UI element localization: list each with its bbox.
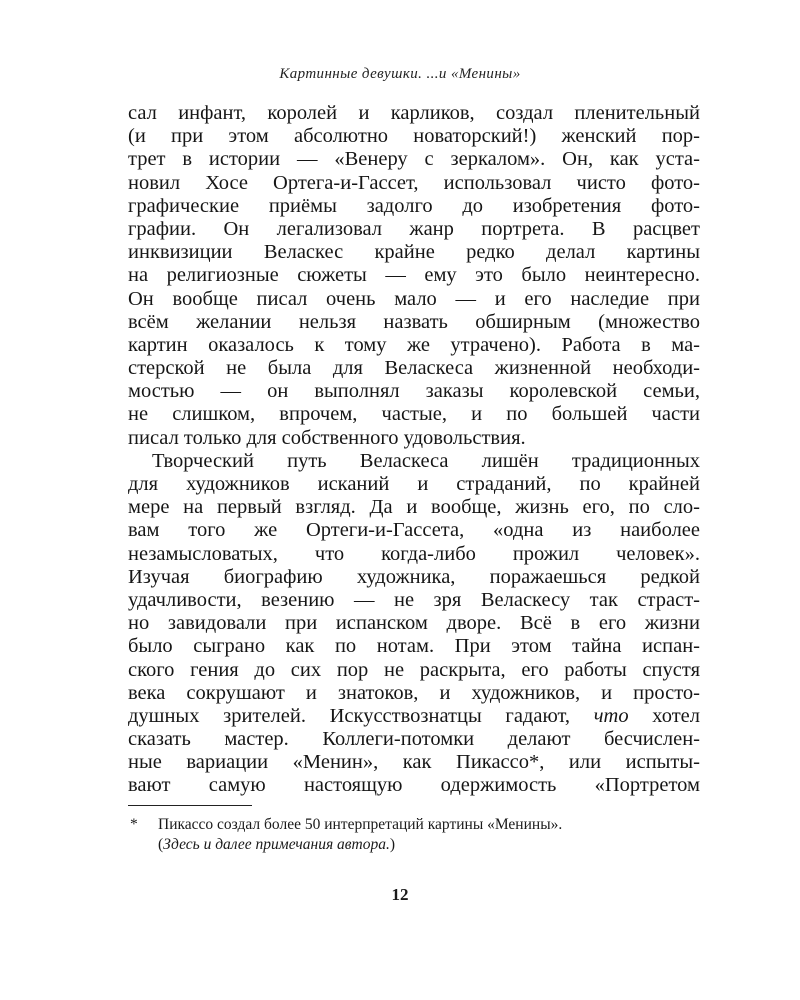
text-line: мостью — он выполнял заказы королевской семьи, <box>128 380 700 403</box>
footnote <box>128 815 700 855</box>
text-line: Изучая биографию художника, поражаешься редкой <box>128 565 700 588</box>
footnote-text: Пикассо создал более 50 интерпретаций картины «Менины». <box>158 816 563 833</box>
text-segment: душных зрителей. Искусствознатцы гадают, <box>128 704 571 727</box>
emphasis-word: что <box>593 704 629 727</box>
text-line: мере на первый взгляд. Да и вообще, жизнь его, по сло- <box>128 496 700 519</box>
text-line: писал только для собственного удовольствия. <box>128 426 526 449</box>
footnote-paren-open: ( <box>158 836 164 853</box>
text-line: ные вариации «Менин», как Пикассо*, или испыты- <box>128 751 700 774</box>
text-line: новил Хосе Ортега-и-Гассет, использовал чисто фото- <box>128 171 700 194</box>
footnote-note-italic: Здесь и далее примечания автора. <box>163 836 390 853</box>
text-line-mixed <box>128 705 700 728</box>
text-line: всём желании нельзя назвать обширным (множество <box>128 310 700 333</box>
text-line: графические приёмы задолго до изобретения фото- <box>128 194 700 217</box>
text-line: века сокрушают и знатоков, и художников, и просто- <box>128 681 700 704</box>
text-line: (и при этом абсолютно новаторский!) женский пор- <box>128 125 700 148</box>
text-line: графии. Он легализовал жанр портрета. В расцвет <box>128 217 700 240</box>
text-line: стерской не была для Веласкеса жизненной необходи- <box>128 357 700 380</box>
footnote-paren-close: ) <box>389 836 396 853</box>
text-line: не слишком, впрочем, частые, и по большей части <box>128 403 700 426</box>
text-line: сал инфант, королей и карликов, создал пленительный <box>128 102 700 124</box>
text-line: картин оказалось к тому же утрачено). Работа в ма- <box>128 333 700 356</box>
text-line: инквизиции Веласкес крайне редко делал картины <box>128 241 700 264</box>
text-line: на религиозные сюжеты — ему это было неинтересно. <box>128 264 700 287</box>
text-line: сказать мастер. Коллеги-потомки делают бесчислен- <box>128 728 700 751</box>
text-line: трет в истории — «Венеру с зеркалом». Он, как уста- <box>128 148 700 171</box>
footnote-divider <box>128 805 252 806</box>
text-line: вам того же Ортеги-и-Гассета, «одна из наиболее <box>128 519 700 542</box>
footnote-marker: * <box>130 816 138 833</box>
running-head: Картинные девушки. ...и «Менины» <box>279 66 521 82</box>
text-line: ского гения до сих пор не раскрыта, его работы спустя <box>128 658 700 681</box>
text-line: но завидовали при испанском дворе. Всё в его жизни <box>128 612 700 635</box>
text-line: было сыграно как по нотам. При этом тайна испан- <box>128 635 700 658</box>
text-segment: хотел <box>652 704 701 727</box>
body-text <box>128 102 700 798</box>
text-line: Он вообще писал очень мало — и его наследие при <box>128 287 700 310</box>
footnote-note <box>128 835 700 855</box>
text-line: Творческий путь Веласкеса лишён традиционных <box>152 449 700 472</box>
text-line: незамысловатых, что когда-либо прожил человек». <box>128 542 700 565</box>
text-line: для художников исканий и страданий, по крайней <box>128 473 700 495</box>
text-line: вают самую настоящую одержимость «Портретом <box>128 774 700 797</box>
text-line: удачливости, везению — не зря Веласкесу так страст- <box>128 588 700 611</box>
page-number: 12 <box>391 885 409 904</box>
